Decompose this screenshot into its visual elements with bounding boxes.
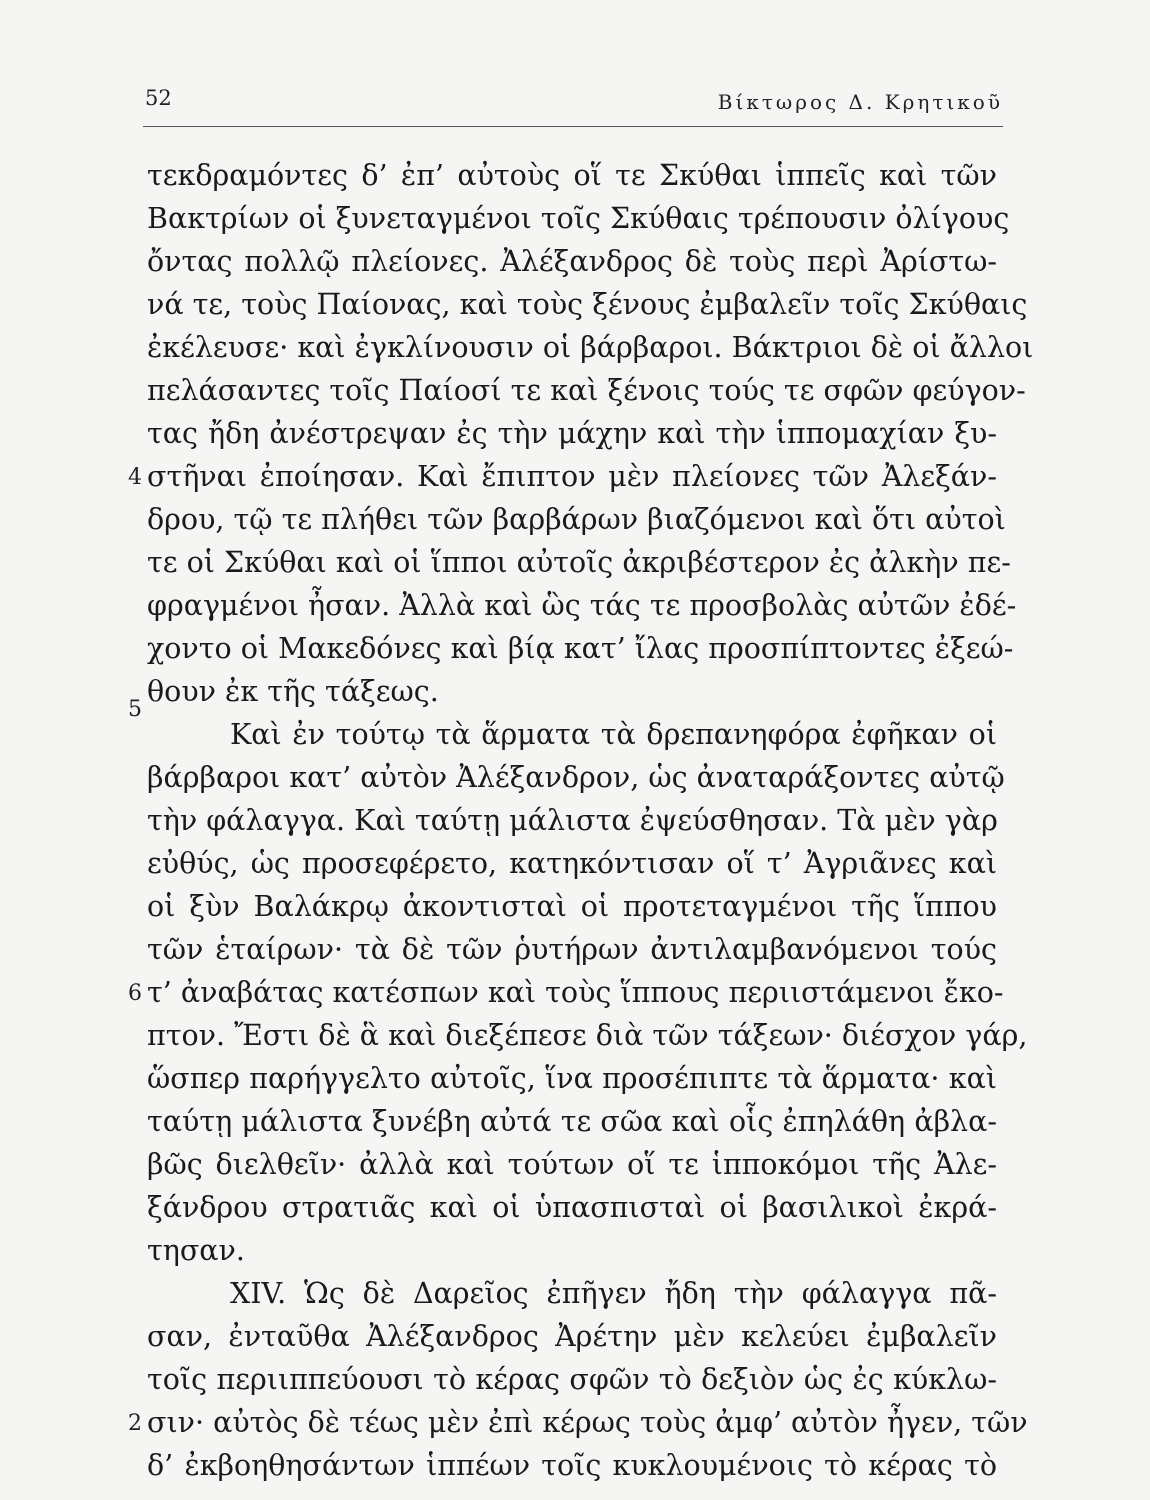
text-line: βάρβαροι κατ’ αὐτὸν Ἀλέξανδρον, ὡς ἀναταράξοντες αὐτῷ — [147, 761, 1005, 794]
text-line: τας ἤδη ἀνέστρεψαν ἐς τὴν μάχην καὶ τὴν ἱππομαχίαν ξυ- — [147, 417, 997, 450]
text-line: ξάνδρου στρατιᾶς καὶ οἱ ὑπασπισταὶ οἱ βασιλικοὶ ἐκρά- — [147, 1191, 997, 1224]
text-line: τησαν. — [147, 1234, 245, 1267]
text-line: τεκδραμόντες δ’ ἐπ’ αὐτοὺς οἵ τε Σκύθαι ἱππεῖς καὶ τῶν — [147, 159, 997, 192]
text-line: πελάσαντες τοῖς Παίοσί τε καὶ ξένοις τούς τε σφῶν φεύγον- — [147, 374, 1026, 407]
text-line: δρου, τῷ τε πλήθει τῶν βαρβάρων βιαζόμενοι καὶ ὅτι αὐτοὶ — [147, 503, 1006, 536]
margin-section-number: 6 — [128, 981, 142, 1006]
page-number: 52 — [145, 86, 172, 110]
text-line: τοῖς περιιππεύουσι τὸ κέρας σφῶν τὸ δεξιὸν ὡς ἐς κύκλω- — [147, 1363, 997, 1396]
text-line: XIV. Ὡς δὲ Δαρεῖος ἐπῆγεν ἤδη τὴν φάλαγγα πᾶ- — [230, 1277, 997, 1310]
text-line: στῆναι ἐποίησαν. Καὶ ἔπιπτον μὲν πλείονες τῶν Ἀλεξάν- — [147, 460, 997, 493]
margin-section-number: 4 — [128, 465, 142, 490]
margin-section-number: 5 — [128, 697, 142, 722]
text-line: σαν, ἐνταῦθα Ἀλέξανδρος Ἀρέτην μὲν κελεύει ἐμβαλεῖν — [147, 1320, 997, 1353]
text-line: βῶς διελθεῖν· ἀλλὰ καὶ τούτων οἵ τε ἱπποκόμοι τῆς Ἀλε- — [147, 1148, 997, 1181]
text-line: φραγμένοι ἦσαν. Ἀλλὰ καὶ ὣς τάς τε προσβολὰς αὐτῶν ἐδέ- — [147, 589, 1017, 622]
text-line: πτον. Ἔστι δὲ ἃ καὶ διεξέπεσε διὰ τῶν τάξεων· διέσχον γάρ, — [147, 1019, 1028, 1052]
text-line: τ’ ἀναβάτας κατέσπων καὶ τοὺς ἵππους περιιστάμενοι ἔκο- — [147, 976, 1004, 1009]
text-line: Βακτρίων οἱ ξυνεταγμένοι τοῖς Σκύθαις τρέπουσιν ὀλίγους — [147, 202, 1010, 235]
text-line: θουν ἐκ τῆς τάξεως. — [147, 675, 439, 708]
running-head: Βίκτωρος Δ. Κρητικοῦ — [717, 90, 1003, 114]
text-line: ὄντας πολλῷ πλείονες. Ἀλέξανδρος δὲ τοὺς περὶ Ἀρίστω- — [147, 245, 997, 278]
text-line: ἐκέλευσε· καὶ ἐγκλίνουσιν οἱ βάρβαροι. Βάκτριοι δὲ οἱ ἄλλοι — [147, 331, 1034, 364]
text-line: τε οἱ Σκύθαι καὶ οἱ ἵπποι αὐτοῖς ἀκριβέστερον ἐς ἀλκὴν πε- — [147, 546, 1011, 579]
text-line: νά τε, τοὺς Παίονας, καὶ τοὺς ξένους ἐμβαλεῖν τοῖς Σκύθαις — [147, 288, 1028, 321]
margin-section-number: 2 — [128, 1411, 142, 1436]
text-line: ταύτῃ μάλιστα ξυνέβη αὐτά τε σῶα καὶ οἷς ἐπηλάθη ἀβλα- — [147, 1105, 997, 1138]
text-line: τὴν φάλαγγα. Καὶ ταύτῃ μάλιστα ἐψεύσθησαν. Τὰ μὲν γὰρ — [147, 804, 998, 837]
text-line: εὐθύς, ὡς προσεφέρετο, κατηκόντισαν οἵ τ’ Ἀγριᾶνες καὶ — [147, 847, 997, 880]
text-line: ὥσπερ παρήγγελτο αὐτοῖς, ἵνα προσέπιπτε τὰ ἅρματα· καὶ — [147, 1062, 997, 1095]
text-line: οἱ ξὺν Βαλάκρῳ ἀκοντισταὶ οἱ προτεταγμένοι τῆς ἵππου — [147, 890, 997, 923]
text-line: δ’ ἐκβοηθησάντων ἱππέων τοῖς κυκλουμένοις τὸ κέρας τὸ — [147, 1449, 997, 1482]
text-line: τῶν ἑταίρων· τὰ δὲ τῶν ῥυτήρων ἀντιλαμβανόμενοι τούς — [147, 933, 997, 966]
text-line: Καὶ ἐν τούτῳ τὰ ἅρματα τὰ δρεπανηφόρα ἐφῆκαν οἱ — [230, 718, 997, 751]
text-line: χοντο οἱ Μακεδόνες καὶ βίᾳ κατ’ ἴλας προσπίπτοντες ἐξεώ- — [147, 632, 1014, 665]
text-line: σιν· αὐτὸς δὲ τέως μὲν ἐπὶ κέρως τοὺς ἀμφ’ αὐτὸν ἦγεν, τῶν — [147, 1406, 1028, 1439]
